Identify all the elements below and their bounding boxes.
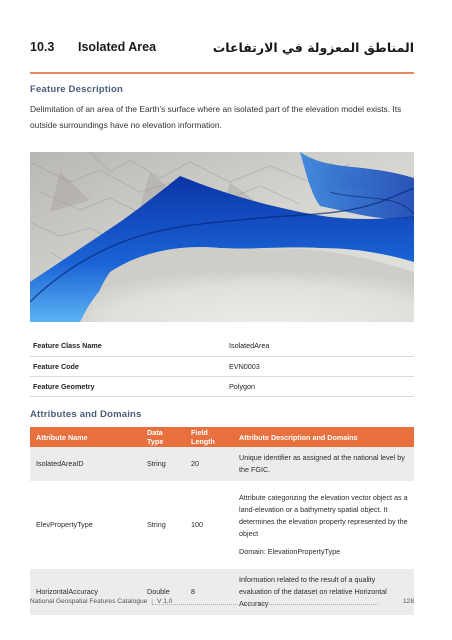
table-row <box>30 447 414 481</box>
footer-version: V 1.0 <box>157 598 173 605</box>
footer-dot-leader <box>152 604 378 605</box>
attribute-type: String <box>141 447 185 481</box>
page-number: 128 <box>402 598 414 605</box>
section-title-arabic: المناطق المعزولة في الارتفاعات <box>212 40 414 55</box>
footer-catalogue: National Geospatial Features Catalogue <box>30 598 148 605</box>
table-row <box>30 481 414 569</box>
attribute-description-text: Unique identifier as assigned at the national level by the FGIC. <box>239 453 405 474</box>
attribute-length: 8 <box>185 569 233 615</box>
attribute-name: ElevPropertyType <box>30 481 141 569</box>
feature-geometry-value: Polygon <box>226 376 414 396</box>
feature-class-name-label: Feature Class Name <box>30 336 226 356</box>
col-field-length: Field Length <box>185 427 233 447</box>
col-data-type: Data Type <box>141 427 185 447</box>
attributes-heading: Attributes and Domains <box>30 409 142 420</box>
attribute-description <box>233 447 414 481</box>
attribute-length: 100 <box>185 481 233 569</box>
page-footer <box>30 598 414 610</box>
table-row <box>30 356 414 376</box>
section-number: 10.3 <box>30 40 55 54</box>
table-header-row <box>30 427 414 447</box>
attribute-name: IsolatedAreaID <box>30 447 141 481</box>
attributes-table <box>30 427 414 615</box>
attribute-description-text: Information related to the result of a quality evaluation of the dataset on relative Horizontal Accuracy <box>239 575 387 608</box>
table-row <box>30 336 414 356</box>
footer-separator: | <box>151 598 154 605</box>
attribute-domain: Domain: ElevationPropertyType <box>239 547 341 556</box>
feature-description-text: Delimitation of an area of the Earth's surface where an isolated part of the elevation model exists. Its outside surroundings have no elevation information. <box>30 104 402 130</box>
header-divider <box>30 72 414 74</box>
section-title: Isolated Area <box>78 40 157 54</box>
isolated-area-map-image <box>30 152 414 322</box>
attribute-length: 20 <box>185 447 233 481</box>
table-row <box>30 376 414 396</box>
feature-class-name-value: IsolatedArea <box>226 336 414 356</box>
attribute-description-text: Attribute categorizing the elevation vector object as a land-elevation or a bathymetry spatial object. It determines the elevation property represented by the object <box>239 493 408 538</box>
feature-code-value: EVN0003 <box>226 356 414 376</box>
col-description: Attribute Description and Domains <box>233 427 414 447</box>
attribute-name: HorizontalAccuracy <box>30 569 141 615</box>
feature-code-label: Feature Code <box>30 356 226 376</box>
attribute-type: String <box>141 481 185 569</box>
section-header <box>30 40 414 60</box>
feature-geometry-label: Feature Geometry <box>30 376 226 396</box>
terrain-illustration <box>30 152 414 322</box>
col-attribute-name: Attribute Name <box>30 427 141 447</box>
feature-description-heading: Feature Description <box>30 84 124 95</box>
feature-info-table <box>30 336 414 397</box>
attribute-type: Double <box>141 569 185 615</box>
attribute-description <box>233 481 414 569</box>
